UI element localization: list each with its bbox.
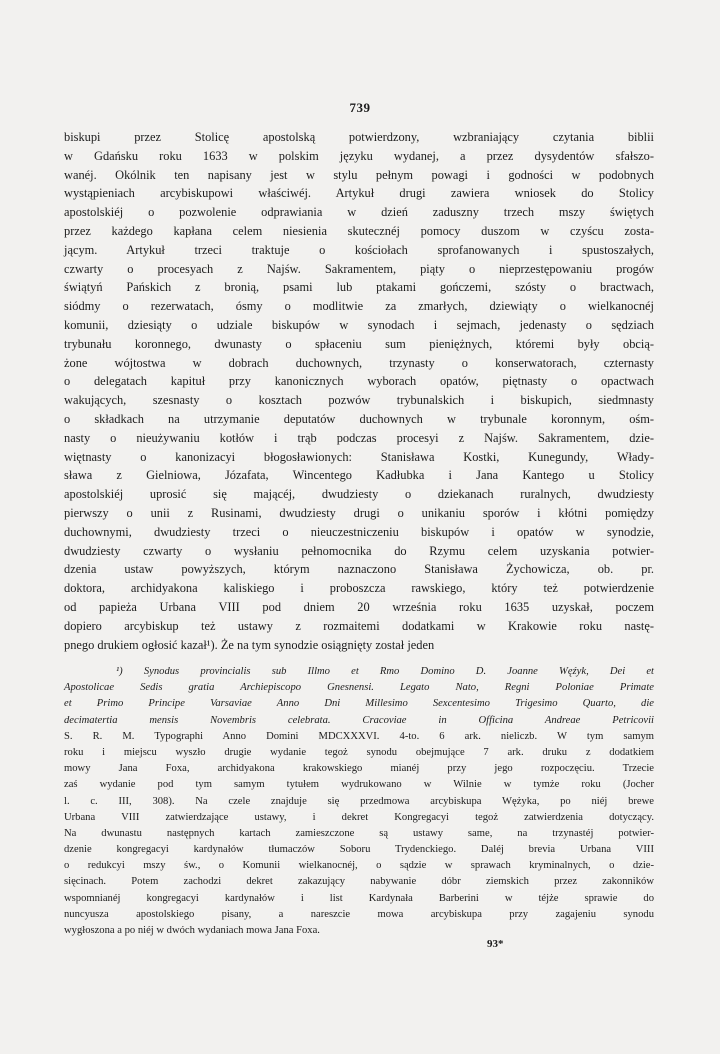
page-number: 739 bbox=[349, 100, 371, 115]
footnote-line: dzenie kongregacyi kardynałów tłumaczów Soboru Trydenckiego. Daléj brevia Urbana VIII bbox=[64, 844, 654, 856]
footnote-line: mowy Jana Foxa, archidyakona krakowskiego mianéj przy jego rozpoczęciu. Trzecie bbox=[64, 763, 654, 775]
main-text bbox=[64, 128, 654, 654]
text-line: więtnasty o kanonizacyi błogosławionych: Stanisława Kostki, Kunegundy, Włady- bbox=[64, 449, 654, 464]
text-line: wanéj. Okólnik ten napisany jest w stylu pełnym powagi i godności w podobnych bbox=[64, 167, 654, 182]
text-line: pnego drukiem ogłosić kazał¹). Że na tym synodzie osiągnięty został jeden bbox=[64, 637, 435, 652]
footnote-line: et Primo Principe Varsaviae Anno Dni Millesimo Sexcentesimo Trigesimo Quarto, die bbox=[64, 698, 654, 710]
text-line: doktora, archidyakona kaliskiego i proboszcza rawskiego, który też potwierdzenie bbox=[64, 581, 654, 596]
text-line: żone wójtostwa w dobrach duchownych, trzynasty o konserwatorach, czternasty bbox=[64, 355, 654, 370]
text-line: jącym. Artykuł trzeci traktuje o kościołach sprofanowanych i spustoszałych, bbox=[64, 242, 654, 257]
text-line: komunii, dziesiąty o udziale biskupów w synodach i sejmach, jedenasty o sędziach bbox=[64, 317, 654, 332]
text-line: dzenia ustaw powyższych, którym naznaczono Stanisława Żychowicza, ob. pr. bbox=[64, 562, 654, 577]
footnote-line: nuncyusza apostolskiego pisany, a nareszcie mowa arcybiskupa przy zagajeniu synodu bbox=[64, 908, 654, 920]
footnote-line: Apostolicae Sedis gratia Archiepiscopo Gnesnensi. Legato Nato, Regni Poloniae Primate bbox=[64, 682, 654, 694]
footnote-line: wygłoszona a po niéj w dwóch wydaniach mowa Jana Foxa. bbox=[64, 925, 320, 936]
footnote-line: sięcinach. Potem zachodzi dekret zakazujący nabywanie dóbr ziemskich przez zakonników bbox=[64, 876, 654, 888]
text-line: dopiero arcybiskup też ustawy z rozmaitemi dodatkami w Krakowie roku nastę- bbox=[64, 618, 654, 633]
text-line: od papieża Urbana VIII pod dniem 20 września roku 1635 uzyskał, poczem bbox=[64, 599, 654, 614]
footnotes bbox=[64, 664, 654, 939]
text-line: sława z Gielniowa, Józafata, Wincentego Kadłubka i Jana Kantego u Stolicy bbox=[64, 468, 654, 483]
text-line: biskupi przez Stolicę apostolską potwierdzony, wzbraniający czytania biblii bbox=[64, 130, 654, 144]
text-line: wakujących, szesnasty o kosztach pozwów trybunalskich i biskupich, siedmnasty bbox=[64, 393, 654, 408]
text-line: o delegatach kapituł przy kanonicznych wyborach opatów, piętnasty o opactwach bbox=[64, 374, 654, 389]
footnote-line: wspomnianéj kongregacyi kardynałów i list Kardynała Barberini w téjże sprawie do bbox=[64, 892, 654, 904]
footnote-line: ¹) Synodus provincialis sub Illmo et Rmo Domino D. Joanne Węźyk, Dei et bbox=[116, 666, 654, 677]
text-line: świątyń Pańskich z bronią, psami lub ptakami gończemi, szósty o bractwach, bbox=[64, 280, 654, 295]
footnote-line: zaś wydanie pod tym samym tytułem wydrukowano w Wilnie w tymże roku (Jocher bbox=[64, 779, 654, 791]
text-line: siódmy o rezerwatach, ósmy o modlitwie za zmarłych, dziewiąty o wielkanocnéj bbox=[64, 299, 654, 314]
footnote-line: decimatertia mensis Novembris celebrata. Cracoviae in Officina Andreae Petricovii bbox=[64, 714, 654, 726]
footnote-line: roku i miejscu wyszło drugie wydanie tegoż synodu obejmujące 7 ark. druku z dodatkiem bbox=[64, 746, 654, 758]
text-line: duchownymi, dwudziesty trzeci o nieuczestniczeniu biskupów i opatów w synodzie, bbox=[64, 524, 654, 539]
text-line: trybunału koronnego, dwunasty o spłaceniu sum pieniężnych, któremi były obcią- bbox=[64, 336, 654, 351]
text-line: dwudziesty czwarty o wysłaniu pełnomocnika do Rzymu celem uzyskania potwier- bbox=[64, 543, 654, 558]
footnote-line: S. R. M. Typographi Anno Domini MDCXXXVI. 4-to. 6 ark. nieliczb. W tym samym bbox=[64, 730, 654, 742]
text-line: pierwszy o unii z Rusinami, dwudziesty drugi o unikaniu sporów i kłótni pomiędzy bbox=[64, 505, 654, 520]
signature-mark: 93* bbox=[487, 938, 504, 950]
text-line: czwarty o procesyach z Najśw. Sakramentem, piąty o nieprzestępowaniu progów bbox=[64, 261, 654, 276]
text-line: wystąpieniach arcybiskupowi właściwéj. Artykuł drugi zawiera wniosek do Stolicy bbox=[64, 186, 654, 201]
text-line: przez każdego kapłana celem niesienia skutecznéj pomocy duszom w czyścu zosta- bbox=[64, 223, 654, 238]
footnote-line: Urbana VIII zatwierdzające ustawy, i dekret Kongregacyi tegoż zatwierdzenia dotyczący. bbox=[64, 811, 654, 823]
text-line: nasty o nieużywaniu kotłów i trąb podczas procesyi z Najśw. Sakramentem, dzie- bbox=[64, 430, 654, 445]
text-line: o składkach na utrzymanie deputatów duchownych w trybunale koronnym, ośm- bbox=[64, 411, 654, 426]
footnote-line: o redukcyi mszy św., o Komunii wielkanocnéj, o sądzie w sprawach kryminalnych, o dzie- bbox=[64, 860, 654, 872]
text-line: w Gdańsku roku 1633 w polskim języku wydanej, a przez dysydentów sfałszo- bbox=[64, 148, 654, 163]
text-line: apostolskiéj o pozwolenie odprawiania w dzień zaduszny trzech mszy świętych bbox=[64, 205, 654, 220]
text-line: apostolskiéj uprosić się mającéj, dwudziesty o dziekanach ruralnych, dwudziesty bbox=[64, 487, 654, 502]
footnote-line: l. c. III, 308). Na czele znajduje się przedmowa arcybiskupa Wężyka, po niéj brewe bbox=[64, 795, 654, 807]
footnote-line: Na dwunastu następnych kartach zamieszczone są ustawy same, na trzynastéj potwier- bbox=[64, 827, 654, 839]
